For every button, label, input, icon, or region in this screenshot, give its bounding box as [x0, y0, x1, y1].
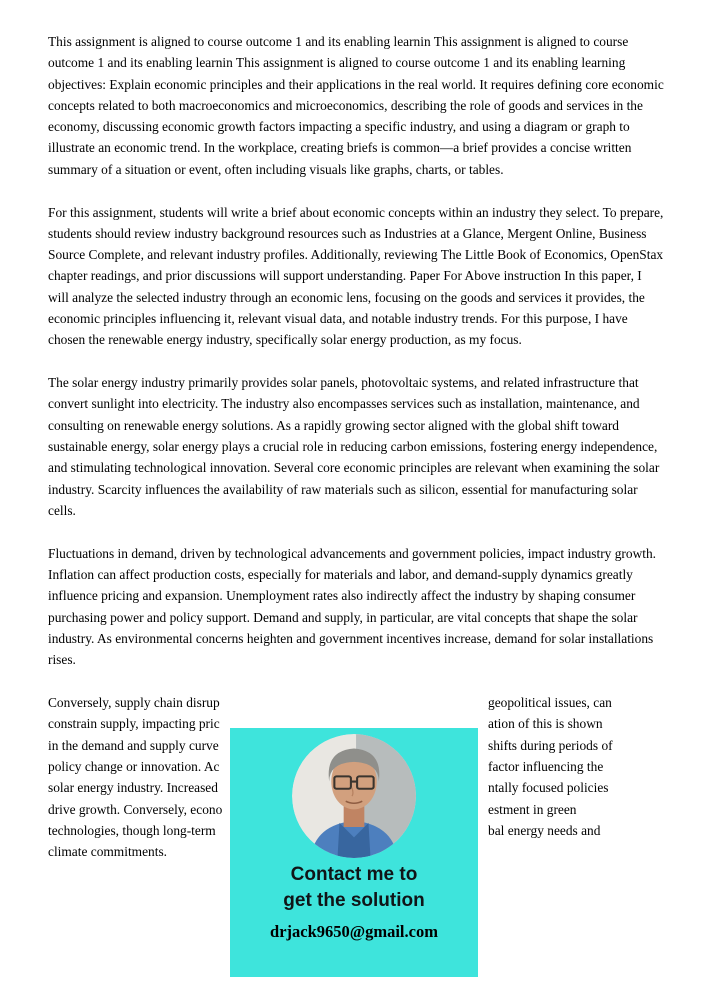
- text-fragment: Conversely, supply chain disrup: [48, 695, 220, 711]
- contact-message: [230, 862, 478, 914]
- contact-email: drjack9650@gmail.com: [270, 922, 438, 941]
- text-fragment: estment in green: [488, 801, 577, 817]
- text-fragment: bal energy needs and: [488, 822, 601, 838]
- text-fragment: geopolitical issues, can: [488, 695, 612, 711]
- text-fragment: shifts during periods of: [488, 737, 613, 753]
- paragraph-assignment-overview: This assignment is aligned to course outcome 1 and its enabling learnin This assignment is aligned to course outcome 1 and its enabling learnin This assignment is aligned to course outcome 1 and its enabling learning objectives: Explain economic principles and their applications in the real world. It requires defining core economic concepts related to both macroeconomics and microeconomics, describing the role of goods and services in the economy, discussing economic growth factors impacting a specific industry, and using a diagram or graph to illustrate an economic trend. In the workplace, creating briefs is common—a brief provides a concise written summary of a situation or event, often including visuals like graphs, charts, or tables.: [48, 34, 664, 177]
- contact-promo-overlay: [230, 728, 478, 977]
- text-fragment: in the demand and supply curve: [48, 737, 219, 753]
- text-line: [48, 692, 664, 713]
- text-fragment: factor influencing the: [488, 758, 604, 774]
- text-fragment: climate commitments.: [48, 844, 167, 860]
- text-fragment: drive growth. Conversely, econo: [48, 801, 223, 817]
- contact-message-line1: Contact me to: [290, 864, 418, 885]
- avatar: [292, 734, 416, 858]
- person-portrait-photo: [292, 734, 416, 858]
- text-fragment: technologies, though long-term: [48, 822, 216, 838]
- text-fragment: ntally focused policies: [488, 780, 609, 796]
- contact-message-line2: get the solution: [283, 890, 425, 911]
- paragraph-assignment-instructions: For this assignment, students will write a brief about economic concepts within an industry they select. To prepare, students should review industry background resources such as Industries at a Glance, Mergent Online, Business Source Complete, and relevant industry profiles. Additionally, reviewing The Little Book of Economics, OpenStax chapter readings, and prior discussions will support understanding. Paper For Above instruction In this paper, I will analyze the selected industry through an economic lens, focusing on the goods and services it provides, the economic principles influencing it, relevant visual data, and notable industry trends. For this purpose, I have chosen the renewable energy industry, specifically solar energy production, as my focus.: [48, 204, 664, 348]
- paragraph-solar-industry-intro: The solar energy industry primarily provides solar panels, photovoltaic systems, and related infrastructure that convert sunlight into electricity. The industry also encompasses services such as installation, maintenance, and consulting on renewable energy solutions. As a rapidly growing sector aligned with the global shift toward sustainable energy, solar energy plays a crucial role in reducing carbon emissions, fostering energy independence, and stimulating technological innovation. Several core economic principles are relevant when examining the solar industry. Scarcity influences the availability of raw materials such as silicon, essential for manufacturing solar cells.: [48, 375, 660, 518]
- text-fragment: ation of this is shown: [488, 716, 603, 732]
- text-fragment: policy change or innovation. Ac: [48, 758, 220, 774]
- text-fragment: constrain supply, impacting pric: [48, 716, 220, 732]
- paragraph-demand-fluctuations: Fluctuations in demand, driven by technological advancements and government policies, impact industry growth. Inflation can affect production costs, especially for materials and labor, and demand-supply dynamics greatly influence pricing and expansion. Unemployment rates also indirectly affect the industry by shaping consumer purchasing power and policy support. Demand and supply, in particular, are vital concepts that shape the solar industry. As environmental concerns heighten and government incentives increase, demand for solar installations rises.: [48, 545, 657, 668]
- text-fragment: solar energy industry. Increased: [48, 780, 218, 796]
